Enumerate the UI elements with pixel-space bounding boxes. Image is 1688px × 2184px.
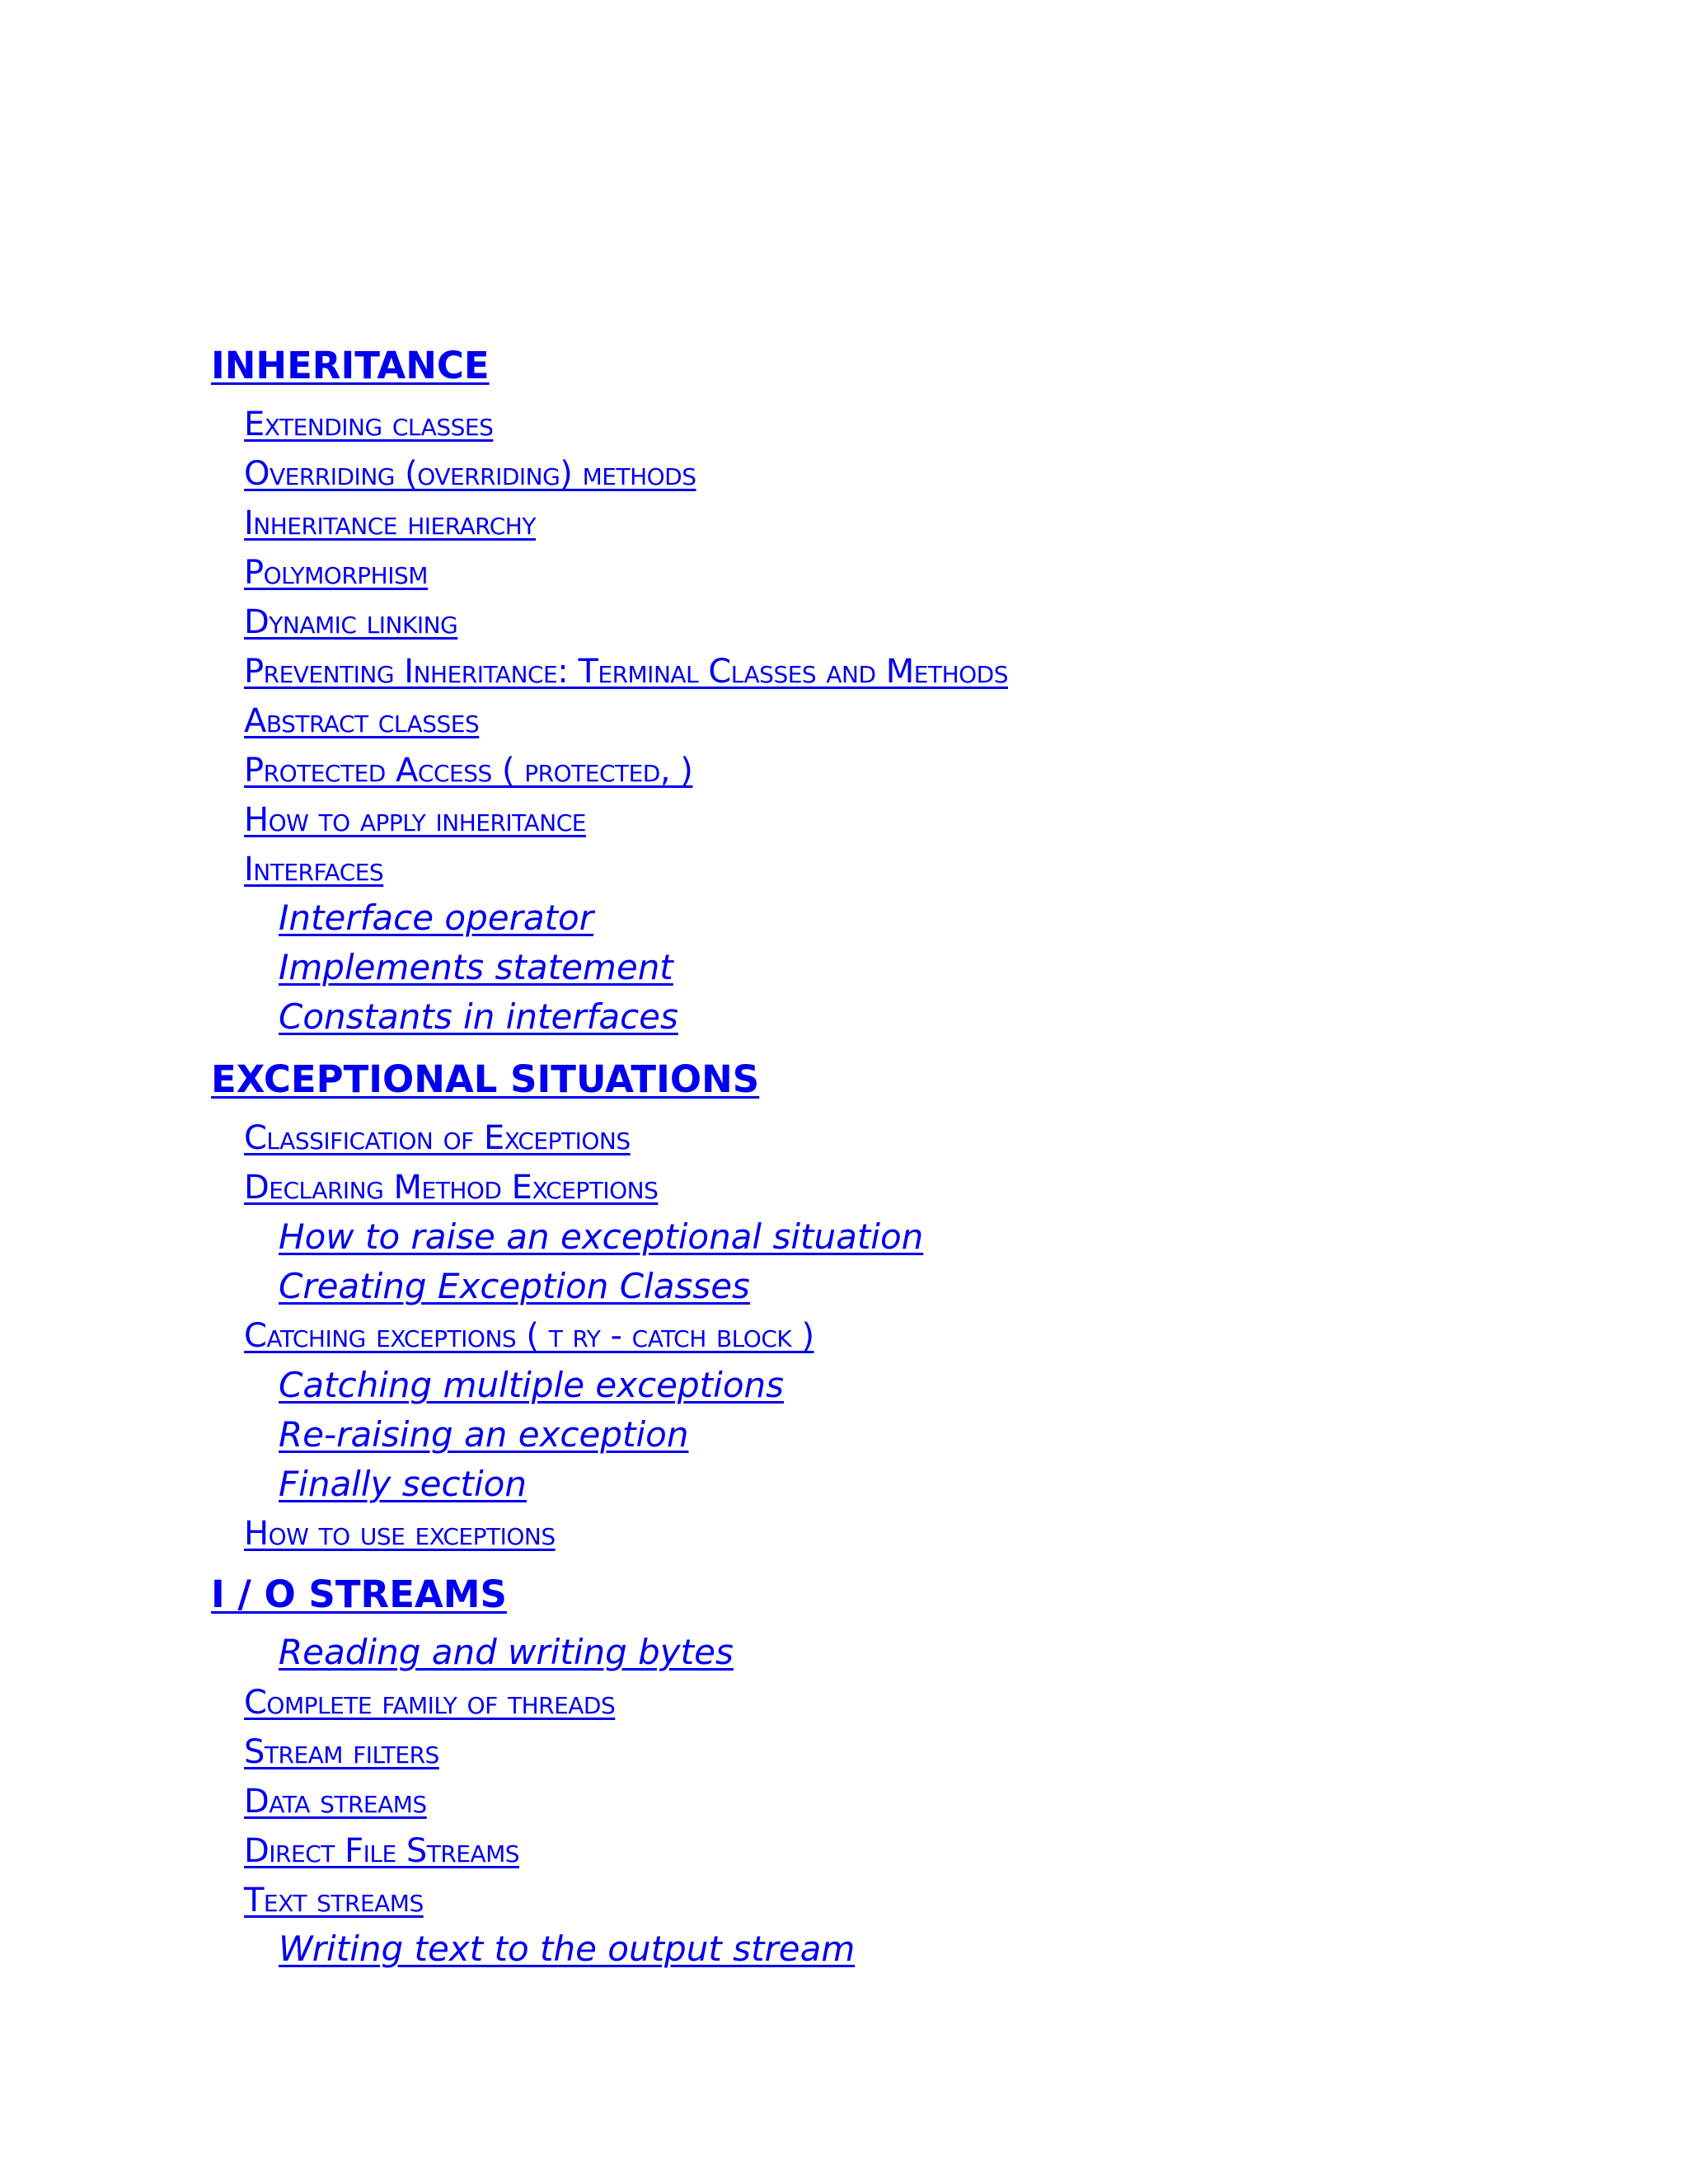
toc-link-abstract-classes[interactable]: Abstract classes xyxy=(244,702,480,740)
toc-link-how-to-apply-inheritance[interactable]: How to apply inheritance xyxy=(244,801,586,839)
toc-link-polymorphism[interactable]: Polymorphism xyxy=(244,554,428,592)
toc-link-catching-multiple-exceptions[interactable]: Catching multiple exceptions xyxy=(279,1365,785,1405)
toc-link-classification-of-exceptions[interactable]: Classification of Exceptions xyxy=(244,1119,631,1157)
toc-link-reading-writing-bytes[interactable]: Reading and writing bytes xyxy=(279,1632,734,1672)
toc-link-stream-filters[interactable]: Stream filters xyxy=(244,1733,439,1771)
toc-link-protected-access[interactable]: Protected Access ( protected, ) xyxy=(244,752,693,790)
toc-link-direct-file-streams[interactable]: Direct File Streams xyxy=(244,1832,520,1870)
toc-link-dynamic-linking[interactable]: Dynamic linking xyxy=(244,603,458,641)
toc-link-writing-text-output-stream[interactable]: Writing text to the output stream xyxy=(279,1929,856,1969)
toc-link-creating-exception-classes[interactable]: Creating Exception Classes xyxy=(279,1266,750,1306)
toc-link-inheritance-hierarchy[interactable]: Inheritance hierarchy xyxy=(244,504,536,542)
toc-link-catching-exceptions[interactable]: Catching exceptions ( t ry - catch block ) xyxy=(244,1317,814,1355)
toc-link-raise-exceptional-situation[interactable]: How to raise an exceptional situation xyxy=(279,1216,924,1257)
toc-link-data-streams[interactable]: Data streams xyxy=(244,1783,427,1821)
toc-link-declaring-method-exceptions[interactable]: Declaring Method Exceptions xyxy=(244,1169,659,1207)
toc-link-finally-section[interactable]: Finally section xyxy=(279,1464,527,1504)
toc-link-interface-operator[interactable]: Interface operator xyxy=(279,898,594,938)
toc-link-text-streams[interactable]: Text streams xyxy=(244,1882,424,1919)
toc-heading-io-streams[interactable]: I / O STREAMS xyxy=(211,1572,507,1616)
toc-link-extending-classes[interactable]: Extending classes xyxy=(244,405,494,443)
toc-link-preventing-inheritance[interactable]: Preventing Inheritance: Terminal Classes and Methods xyxy=(244,653,1009,691)
toc-link-re-raising-exception[interactable]: Re-raising an exception xyxy=(279,1414,689,1455)
toc-heading-inheritance[interactable]: INHERITANCE xyxy=(211,344,490,387)
toc-link-overriding-methods[interactable]: Overriding (overriding) methods xyxy=(244,455,696,493)
toc-link-implements-statement[interactable]: Implements statement xyxy=(279,947,673,987)
toc-link-family-of-threads[interactable]: Complete family of threads xyxy=(244,1684,616,1722)
toc-link-how-to-use-exceptions[interactable]: How to use exceptions xyxy=(244,1515,556,1553)
toc-link-constants-in-interfaces[interactable]: Constants in interfaces xyxy=(279,996,678,1037)
toc-heading-exceptional-situations[interactable]: EXCEPTIONAL SITUATIONS xyxy=(211,1057,760,1101)
toc-link-interfaces[interactable]: Interfaces xyxy=(244,851,384,888)
